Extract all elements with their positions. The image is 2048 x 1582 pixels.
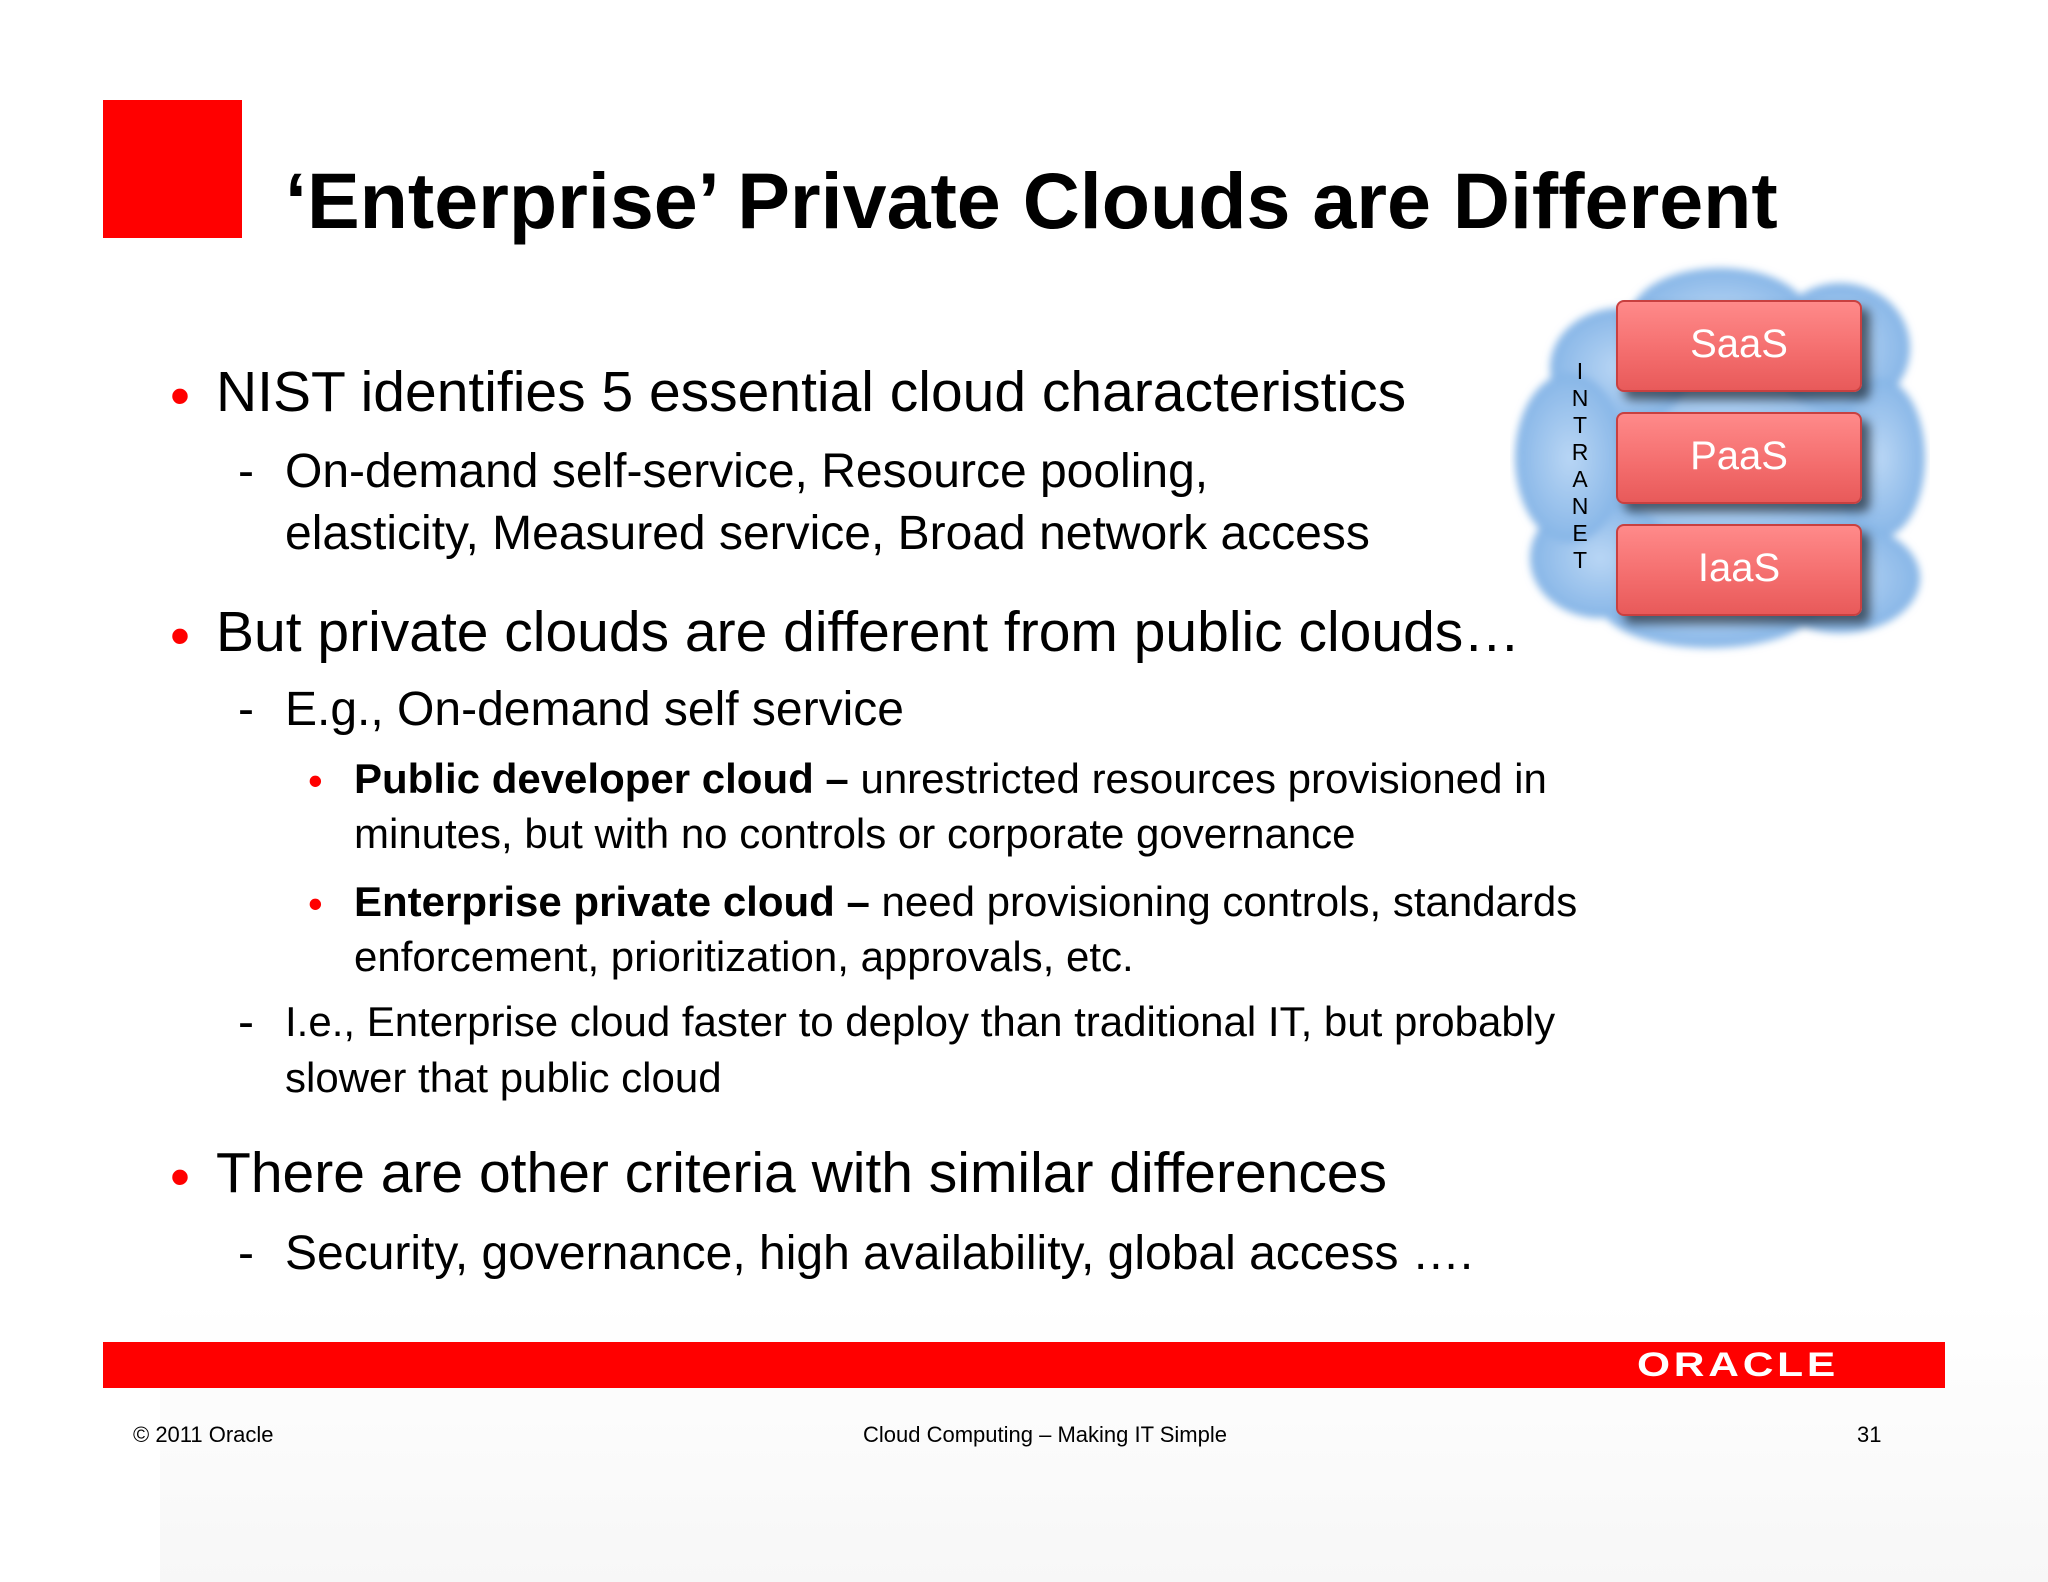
bullet-2-sub-1-line-1: E.g., On-demand self service [285, 683, 904, 736]
bullet-marker: • [170, 364, 190, 428]
saas-box: SaaS [1616, 300, 1862, 392]
sub-item-public-cloud-text: unrestricted resources provisioned in [848, 755, 1547, 802]
intranet-letter: N [1571, 493, 1589, 519]
paas-box: PaaS [1616, 412, 1862, 504]
intranet-letter: A [1572, 466, 1588, 492]
bullet-1-sub-1-line-2: elasticity, Measured service, Broad network access [285, 507, 1370, 560]
bullet-2-sub-2-line-2: slower that public cloud [285, 1054, 722, 1101]
bullet-3-text: There are other criteria with similar differences [216, 1141, 1388, 1205]
sub-dash: - [238, 1227, 254, 1280]
bullet-2-text: But private clouds are different from public clouds… [216, 600, 1521, 664]
intranet-letter: R [1571, 439, 1589, 465]
sub-item-public-cloud-label: Public developer cloud – [354, 755, 849, 802]
bullet-2-sub-2-line-1: I.e., Enterprise cloud faster to deploy than traditional IT, but probably [285, 998, 1556, 1045]
footer-title: Cloud Computing – Making IT Simple [863, 1422, 1227, 1447]
slide-title: ‘Enterprise’ Private Clouds are Different [285, 156, 1778, 245]
sub-item-private-cloud-label: Enterprise private cloud – [354, 878, 870, 925]
intranet-letter: T [1572, 547, 1588, 573]
sub-dash: - [238, 683, 254, 736]
intranet-label [1564, 358, 1596, 574]
intranet-letter: I [1576, 358, 1584, 384]
bullet-1-text: NIST identifies 5 essential cloud characteristics [216, 360, 1407, 424]
intranet-letter: T [1572, 412, 1588, 438]
sub-dash: - [238, 445, 254, 498]
sub-item-private-cloud-cont: enforcement, prioritization, approvals, etc. [354, 933, 1134, 980]
footer-copyright: © 2011 Oracle [133, 1422, 274, 1447]
oracle-logo: ORACLE [1637, 1346, 1839, 1384]
sub-item-public-cloud-cont: minutes, but with no controls or corporate governance [354, 810, 1356, 857]
bullet-1-sub-1-line-1: On-demand self-service, Resource pooling, [285, 445, 1209, 498]
page-number: 31 [1857, 1422, 1882, 1447]
bullet-marker: • [170, 1145, 190, 1209]
accent-square [103, 100, 242, 238]
intranet-letter: E [1572, 520, 1588, 546]
sub-item-private-cloud-text: need provisioning controls, standards [869, 878, 1578, 925]
sub-bullet-marker: • [308, 757, 323, 804]
sub-bullet-marker: • [308, 880, 323, 927]
sub-dash: - [238, 996, 254, 1049]
sub-item-public-cloud [354, 755, 1547, 803]
cloud-service-diagram [1510, 258, 1930, 658]
iaas-box: IaaS [1616, 524, 1862, 616]
sub-item-private-cloud [354, 878, 1577, 926]
bullet-marker: • [170, 604, 190, 668]
bullet-3-sub-1-line-1: Security, governance, high availability, global access …. [285, 1227, 1474, 1280]
intranet-letter: N [1571, 385, 1589, 411]
